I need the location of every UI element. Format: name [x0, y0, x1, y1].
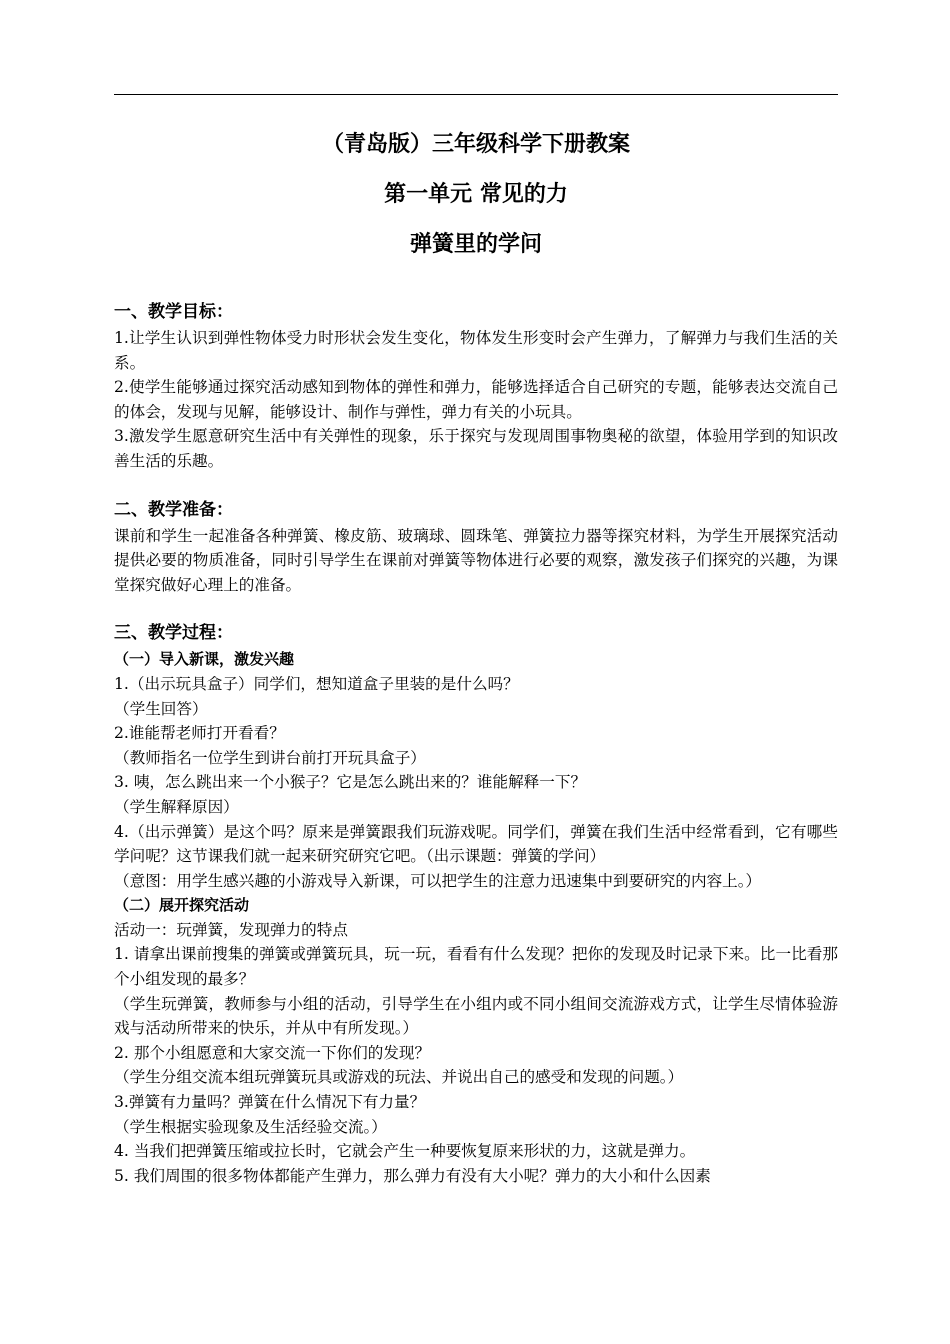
process-line: （学生根据实验现象及生活经验交流。） — [114, 1117, 387, 1136]
process-line: （学生分组交流本组玩弹簧玩具或游戏的玩法、并说出自己的感受和发现的问题。） — [114, 1068, 684, 1087]
document-title: （青岛版）三年级科学下册教案 — [321, 132, 630, 157]
process-line: 4.（出示弹簧）是这个吗？原来是弹簧跟我们玩游戏呢。同学们，弹簧在我们生活中经常看到，它有哪些学问呢？这节课我们就一起来研究研究它吧。（出示课题：弹簧的学问） — [114, 822, 838, 866]
part1-heading: （一）导入新课，激发兴趣 — [114, 650, 295, 669]
header-rule — [114, 94, 838, 95]
process-line: 3.弹簧有力量吗？弹簧在什么情况下有力量？ — [114, 1093, 426, 1112]
process-line: （教师指名一位学生到讲台前打开玩具盒子） — [114, 748, 426, 767]
goal-item: 1.让学生认识到弹性物体受力时形状会发生变化，物体发生形变时会产生弹力，了解弹力与我们生活的关系。 — [114, 329, 838, 372]
unit-title: 第一单元 常见的力 — [384, 182, 568, 207]
part2-heading: （二）展开探究活动 — [114, 896, 250, 915]
process-line: 2.谁能帮老师打开看看？ — [114, 724, 285, 743]
process-line: 1.（出示玩具盒子）同学们，想知道盒子里装的是什么吗？ — [114, 674, 519, 693]
title-block — [114, 130, 838, 280]
process-line: 1. 请拿出课前搜集的弹簧或弹簧玩具，玩一玩，看看有什么发现？把你的发现及时记录下来。比一比看那个小组发现的最多？ — [114, 945, 838, 989]
lesson-title: 弹簧里的学问 — [409, 232, 542, 257]
process-line: （学生玩弹簧，教师参与小组的活动，引导学生在小组内或不同小组间交流游戏方式，让学生尽情体验游戏与活动所带来的快乐，并从中有所发现。） — [114, 994, 838, 1038]
process-line: 2. 那个小组愿意和大家交流一下你们的发现？ — [114, 1043, 431, 1062]
goal-item: 3.激发学生愿意研究生活中有关弹性的现象，乐于探究与发现周围事物奥秘的欲望，体验用学到的知识改善生活的乐趣。 — [114, 427, 838, 470]
process-line: 3. 咦，怎么跳出来一个小猴子？它是怎么跳出来的？谁能解释一下？ — [114, 773, 587, 792]
process-line: （意图：用学生感兴趣的小游戏导入新课，可以把学生的注意力迅速集中到要研究的内容上。） — [114, 871, 762, 890]
process-line: （学生回答） — [114, 699, 208, 718]
process-line: 活动一：玩弹簧，发现弹力的特点 — [114, 920, 348, 939]
process-line: 5. 我们周围的很多物体都能产生弹力，那么弹力有没有大小呢？弹力的大小和什么因素 — [114, 1166, 711, 1185]
process-line: 4. 当我们把弹簧压缩或拉长时，它就会产生一种要恢复原来形状的力，这就是弹力。 — [114, 1142, 696, 1161]
goals-heading: 一、教学目标： — [114, 302, 233, 322]
process-line: （学生解释原因） — [114, 797, 239, 816]
process-heading: 三、教学过程： — [114, 623, 233, 644]
preparation-heading: 二、教学准备： — [114, 499, 233, 520]
goal-item: 2.使学生能够通过探究活动感知到物体的弹性和弹力，能够选择适合自己研究的专题，能够表达交流自己的体会，发现与见解，能够设计、制作与弹性，弹力有关的小玩具。 — [114, 378, 838, 421]
preparation-text: 课前和学生一起准备各种弹簧、橡皮筋、玻璃球、圆珠笔、弹簧拉力器等探究材料，为学生开展探究活动提供必要的物质准备，同时引导学生在课前对弹簧等物体进行必要的观察，激发孩子们探究的兴趣，为课堂探究做好心理上的准备。 — [114, 526, 838, 594]
document-body — [114, 298, 838, 1188]
